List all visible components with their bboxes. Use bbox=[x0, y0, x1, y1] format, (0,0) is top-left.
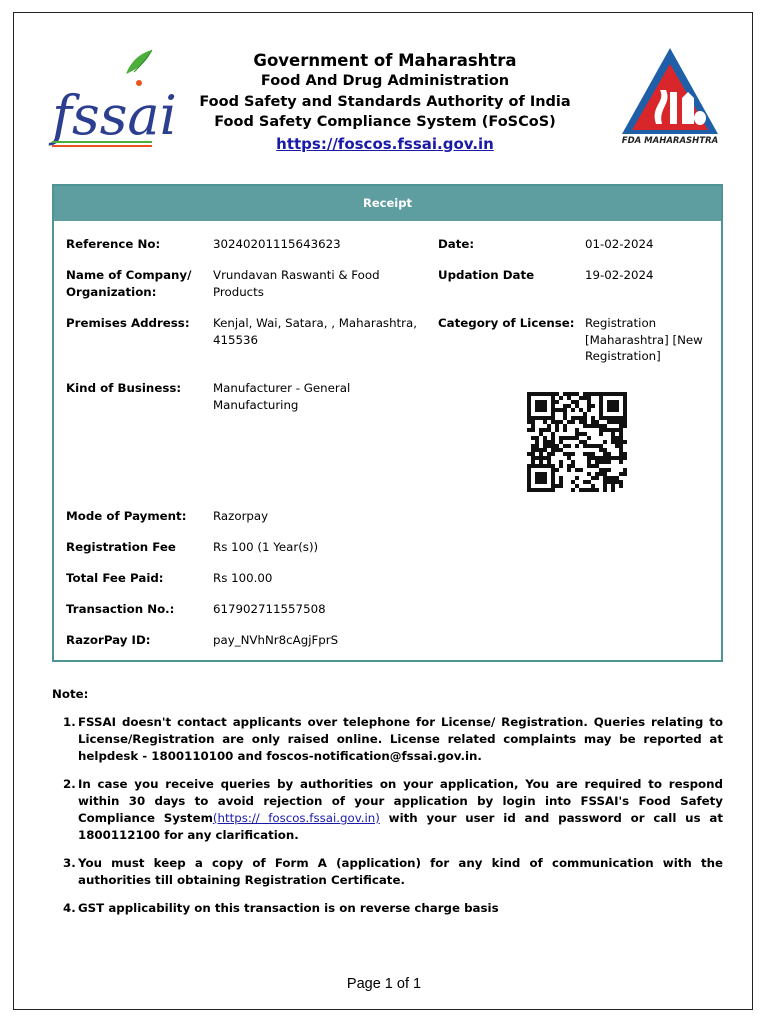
note-item bbox=[63, 714, 723, 765]
category-value: Registration [Maharashtra] [New Registration] bbox=[585, 316, 703, 363]
date-label: Date: bbox=[438, 237, 475, 251]
receipt-panel bbox=[52, 184, 723, 662]
company-value: Vrundavan Raswanti & Food Products bbox=[213, 268, 380, 299]
foscos-note-link[interactable]: (https:// foscos.fssai.gov.in) bbox=[212, 811, 380, 825]
premises-value: Kenjal, Wai, Satara, , Maharashtra, 415536 bbox=[213, 316, 418, 347]
premises-label: Premises Address: bbox=[66, 316, 190, 330]
receipt-title: Receipt bbox=[54, 186, 721, 221]
svg-text:FDA MAHARASHTRA: FDA MAHARASHTRA bbox=[621, 136, 719, 146]
transaction-label: Transaction No.: bbox=[66, 602, 175, 616]
foscos-link[interactable]: https://foscos.fssai.gov.in bbox=[276, 134, 494, 153]
note-number: 1. bbox=[63, 715, 76, 729]
note-text: FSSAI doesn't contact applicants over telephone for License/ Registration. Queries relating to License/Registration are only raised online. License related complaints may be reported at helpdesk - 1800110100 and foscos-notification@fssai.gov.in. bbox=[78, 715, 723, 763]
fssai-logo bbox=[48, 46, 177, 150]
updation-date-value: 19-02-2024 bbox=[585, 268, 654, 282]
department-title: Food And Drug Administration bbox=[260, 73, 510, 89]
note-text: GST applicability on this transaction is on reverse charge basis bbox=[78, 901, 499, 915]
note-text: You must keep a copy of Form A (application) for any kind of communication with the authorities till obtaining Registration Certificate. bbox=[78, 856, 723, 887]
notes-list bbox=[63, 714, 723, 928]
note-number: 4. bbox=[63, 901, 76, 915]
note-item bbox=[63, 900, 723, 917]
updation-date-label: Updation Date bbox=[438, 268, 535, 282]
note-item bbox=[63, 776, 723, 844]
note-text: In case you receive queries by authorities on your application, You are required to respond within 30 days to avoid rejection of your application by login into FSSAI's Food Safety Compliance System bbox=[78, 777, 723, 825]
note-item bbox=[63, 855, 723, 889]
note-title: Note: bbox=[52, 687, 89, 701]
page-number: Page 1 of 1 bbox=[346, 976, 422, 992]
registration-fee-value: Rs 100 (1 Year(s)) bbox=[213, 540, 319, 554]
reference-label: Reference No: bbox=[66, 237, 161, 251]
note-number: 2. bbox=[63, 777, 76, 791]
total-fee-label: Total Fee Paid: bbox=[66, 571, 164, 585]
transaction-value: 617902711557508 bbox=[213, 602, 326, 616]
company-label: Name of Company/ Organization: bbox=[66, 268, 192, 299]
date-value: 01-02-2024 bbox=[585, 237, 654, 251]
fda-maharashtra-logo bbox=[620, 46, 720, 146]
category-label: Category of License: bbox=[438, 316, 575, 330]
business-kind-label: Kind of Business: bbox=[66, 381, 182, 395]
qr-code bbox=[525, 392, 629, 492]
government-title: Government of Maharashtra bbox=[253, 51, 517, 70]
header-block bbox=[170, 50, 600, 155]
svg-text:fssai: fssai bbox=[52, 84, 177, 147]
business-kind-value: Manufacturer - General Manufacturing bbox=[213, 381, 351, 412]
razorpay-id-value: pay_NVhNr8cAgjFprS bbox=[213, 633, 339, 647]
registration-fee-label: Registration Fee bbox=[66, 540, 176, 554]
system-title: Food Safety Compliance System (FoSCoS) bbox=[214, 114, 556, 130]
payment-mode-value: Razorpay bbox=[213, 509, 269, 523]
razorpay-id-label: RazorPay ID: bbox=[66, 633, 151, 647]
reference-value: 30240201115643623 bbox=[213, 237, 341, 251]
payment-mode-label: Mode of Payment: bbox=[66, 509, 187, 523]
total-fee-value: Rs 100.00 bbox=[213, 571, 273, 585]
note-number: 3. bbox=[63, 856, 76, 870]
note-text: with your user id and password or call us at 1800112100 for any clarification. bbox=[78, 811, 723, 842]
authority-title: Food Safety and Standards Authority of India bbox=[199, 93, 571, 110]
